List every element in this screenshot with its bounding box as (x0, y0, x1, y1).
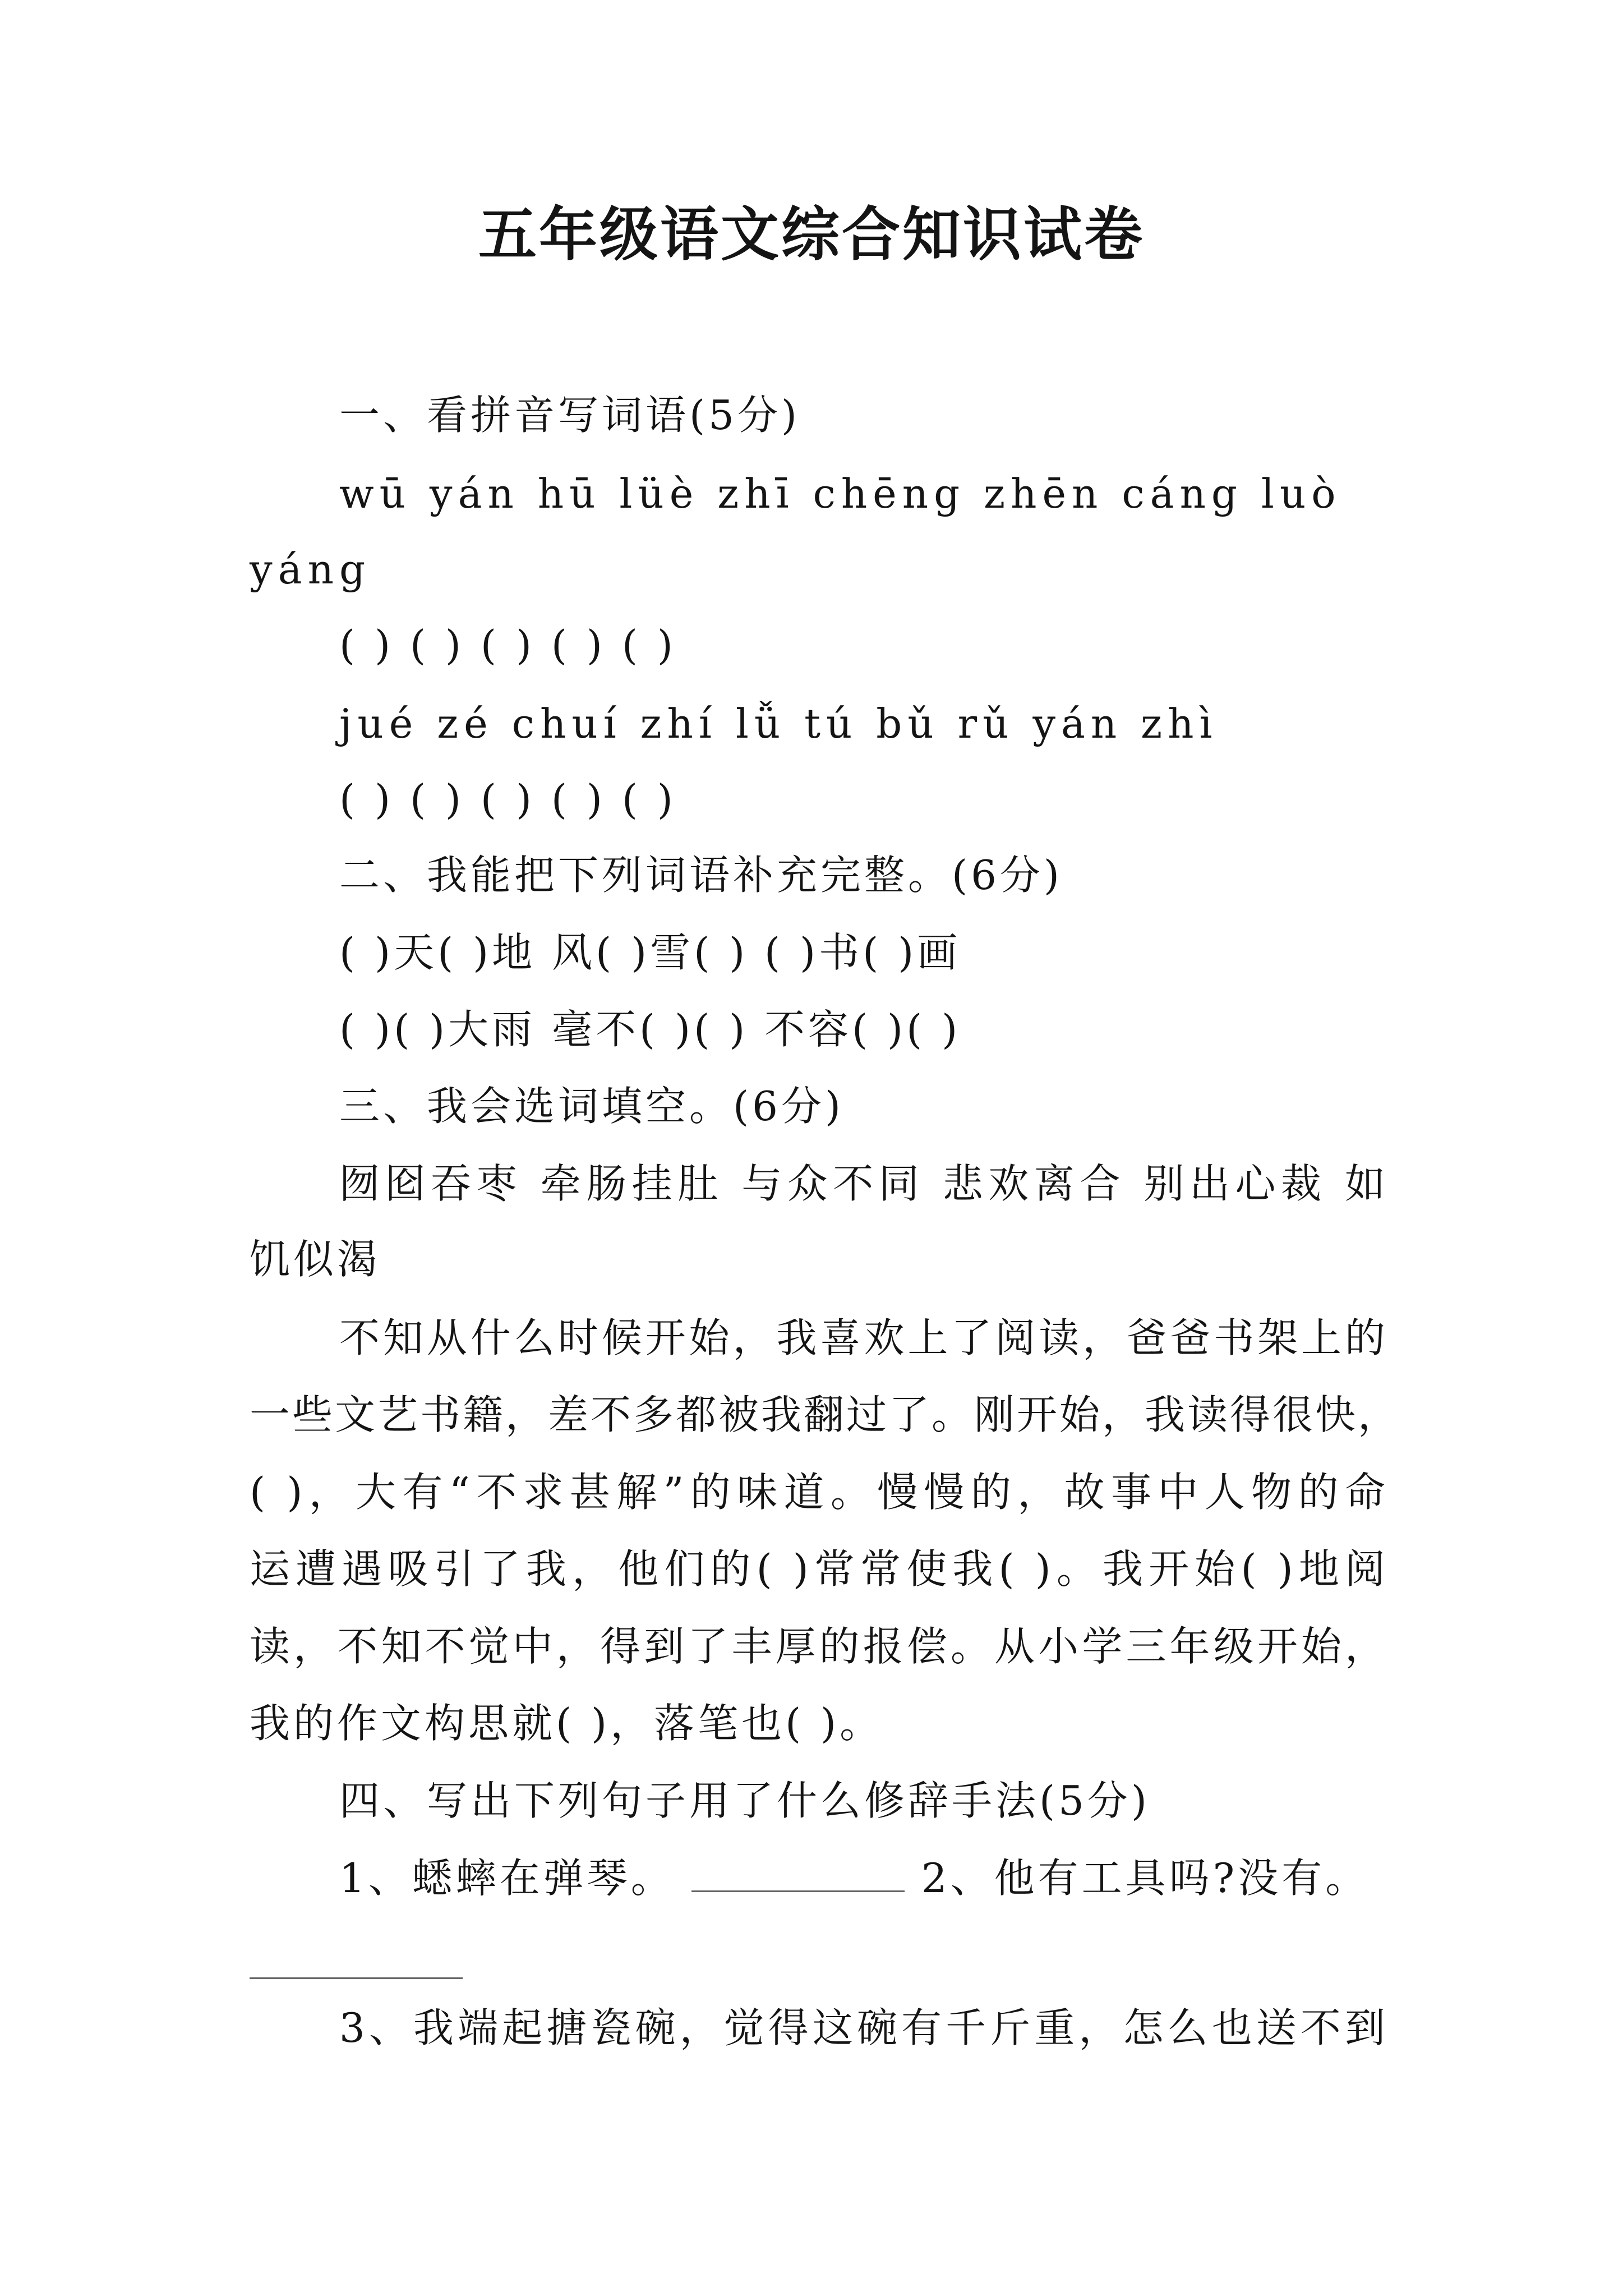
rhetoric-item-3: 3、我端起搪瓷碗，觉得这碗有千斤重，怎么也送不到 (339, 2004, 1387, 2051)
pinyin-row-2: jué zé chuí zhí lǚ tú bǔ rǔ yán zhì (339, 700, 1218, 747)
pinyin-row-1-continued: yáng (250, 546, 371, 593)
page-title: 五年级语文综合知识试卷 (478, 200, 1145, 269)
section-3-heading: 三、我会选词填空。(6分) (339, 1083, 844, 1130)
passage-line-1: 不知从什么时候开始，我喜欢上了阅读，爸爸书架上的 (339, 1314, 1387, 1361)
section-4-heading: 四、写出下列句子用了什么修辞手法(5分) (339, 1777, 1150, 1824)
pinyin-row-1: wū yán hū lüè zhī chēng zhēn cáng luò (339, 470, 1341, 517)
rhetoric-item-2: 2、他有工具吗?没有。 (921, 1855, 1370, 1902)
section-1-heading: 一、看拼音写词语(5分) (339, 392, 800, 439)
answer-blank-1[interactable] (691, 1857, 905, 1892)
passage-line-6: 我的作文构思就( )，落笔也( )。 (250, 1700, 884, 1747)
passage-line-4: 运遭遇吸引了我，他们的( )常常使我( )。我开始( )地阅 (250, 1545, 1387, 1593)
idiom-row-1: ( )天( )地 风( )雪( ) ( )书( )画 (339, 929, 961, 976)
passage-line-5: 读，不知不觉中，得到了丰厚的报偿。从小学三年级开始， (250, 1623, 1387, 1670)
answer-blanks-row-1: ( ) ( ) ( ) ( ) ( ) (339, 622, 676, 669)
passage-line-3: ( )，大有“不求甚解”的味道。慢慢的，故事中人物的命 (250, 1469, 1387, 1516)
rhetoric-items-row (339, 1850, 1387, 1906)
answer-blanks-row-2: ( ) ( ) ( ) ( ) ( ) (339, 776, 676, 823)
rhetoric-item-1: 1、蟋蟀在弹琴。 (339, 1855, 675, 1902)
passage-line-2: 一些文艺书籍，差不多都被我翻过了。刚开始，我读得很快， (250, 1391, 1401, 1438)
word-options-line-1: 囫囵吞枣 牵肠挂肚 与众不同 悲欢离合 别出心裁 如 (339, 1160, 1387, 1207)
answer-blank-2[interactable] (250, 1977, 463, 1979)
section-2-heading: 二、我能把下列词语补充完整。(6分) (339, 852, 1063, 899)
idiom-row-2: ( )( )大雨 毫不( )( ) 不容( )( ) (339, 1006, 961, 1053)
word-options-line-2: 饥似渴 (250, 1236, 381, 1283)
